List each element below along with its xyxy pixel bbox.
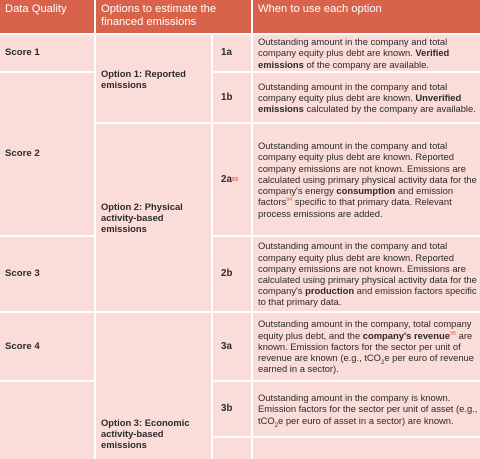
desc-1b-bold: Unverified emissions [258,91,462,115]
desc-3b-text: Outstanding amount in the company is known. Emission factors for the sector per unit of asset (e.g., tCO [258,392,478,426]
score-4-label: Score 4 [0,313,94,380]
desc-3a-text-3: e per euro of revenue earned in a sector). [258,352,474,375]
code-3c [213,438,251,459]
desc-1b-text-2: calculated by the company are available. [303,103,476,115]
desc-1a-text: Outstanding amount in the company and total company equity plus debt are known. [258,36,448,59]
code-3b: 3b [213,382,251,436]
code-1a: 1a [213,35,251,71]
option-3-label: Option 3: Economic activity-based emissions [96,313,211,459]
header-when-to-use: When to use each option [253,0,480,33]
desc-3a-text-2: are known. Emission factors for the sector per unit of revenue are known (e.g., tCO [258,329,473,364]
footnote-94: 94 [286,197,293,204]
header-options: Options to estimate the financed emissions [96,0,251,33]
score-3-label: Score 3 [0,237,94,311]
desc-1a-bold: Verified emissions [258,47,450,70]
footnote-95: 95 [449,330,457,337]
desc-3b-subscript: 2 [274,422,279,429]
desc-3a-bold: company's revenue [362,329,450,341]
desc-2a-text: Outstanding amount in the company and total company equity plus debt are known. Reported company emissions are not known. Emissions are calculated using primary physical activity data for the company's energy [258,140,477,197]
desc-3a-text: Outstanding amount in the company, total company equity plus debt, and the [258,318,472,341]
desc-3b [253,382,480,436]
desc-3c [253,438,480,459]
code-2a: 2a 93 [213,124,251,235]
desc-3b-text-2: e per euro of asset in a sector) are known. [278,414,454,426]
desc-3a-subscript: 2 [380,359,385,366]
desc-2a-bold: consumption [336,185,396,197]
score-1-label: Score 1 [0,35,94,71]
score-5-label [0,382,94,459]
option-2-label: Option 2: Physical activity-based emissions [96,124,211,311]
desc-2b-bold: production [305,285,355,297]
header-data-quality: Data Quality [0,0,94,33]
code-2b: 2b [213,237,251,311]
desc-1a [253,35,480,71]
code-1b: 1b [213,73,251,122]
score-2-label: Score 2 [0,73,94,235]
desc-1b-text: Outstanding amount in the company and total company equity plus debt are known. [258,80,448,103]
desc-3a [253,313,480,380]
code-3a: 3a [213,313,251,380]
desc-1a-text-2: of the company are available. [303,58,429,70]
desc-2a-text-2: and emission factors [258,185,454,208]
desc-2b [253,237,480,311]
code-2a-text: 2a [221,173,232,185]
desc-1b [253,73,480,122]
desc-2b-text-2: and emission factors specific to that primary data. [258,285,477,308]
desc-2b-text: Outstanding amount in the company and total company equity plus debt are known. Reported company emissions are not known. Emissions are calculated using primary physical activity data for the company's [258,240,477,297]
option-1-label: Option 1: Reported emissions [96,35,211,122]
desc-2a-text-3: specific to that primary data. Relevant process emissions are added. [258,196,452,219]
desc-2a [253,124,480,235]
